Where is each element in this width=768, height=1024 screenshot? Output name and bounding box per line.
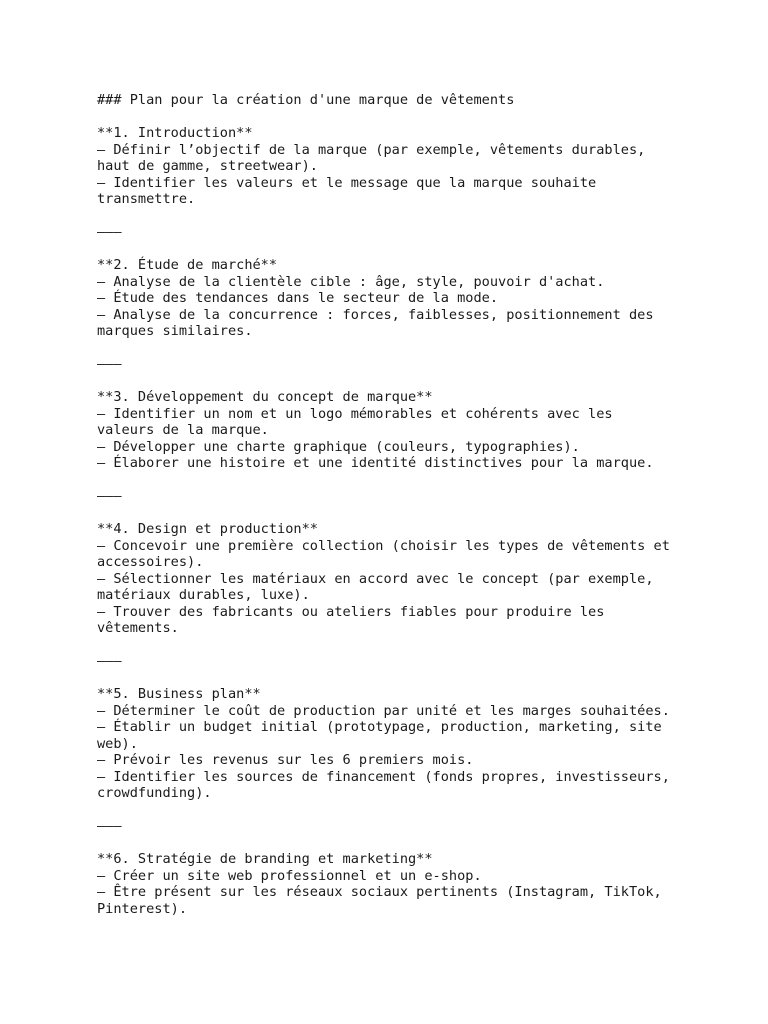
document-line: – Identifier les sources de financement (fonds propres, investisseurs, [97, 768, 670, 785]
document-line: haut de gamme, streetwear). [97, 158, 318, 174]
document-line [97, 505, 737, 522]
document-text [97, 92, 737, 917]
document-line [97, 340, 737, 357]
document-line: valeurs de la marque. [97, 422, 269, 438]
document-line: ––– [97, 224, 122, 240]
document-line: – Établir un budget initial (prototypage, production, marketing, site [97, 719, 662, 735]
document-line: crowdfunding). [97, 785, 212, 801]
document-line: – Prévoir les revenus sur les 6 premiers mois. [97, 752, 474, 768]
document-line: – Analyse de la concurrence : forces, faiblesses, positionnement des [97, 306, 654, 323]
document-line: – Identifier les valeurs et le message que la marque souhaite [97, 174, 597, 191]
document-line: ––– [97, 653, 122, 669]
document-line: – Sélectionner les matériaux en accord avec le concept (par exemple, [97, 570, 654, 587]
document-line: **3. Développement du concept de marque** [97, 389, 433, 405]
document-line [97, 208, 737, 225]
document-line [97, 109, 737, 126]
document-line: – Trouver des fabricants ou ateliers fiables pour produire les [97, 603, 605, 620]
document-line: ––– [97, 356, 122, 372]
document-line: vêtements. [97, 620, 179, 636]
document-line: – Être présent sur les réseaux sociaux pertinents (Instagram, TikTok, [97, 884, 662, 900]
document-line: – Déterminer le coût de production par unité et les marges souhaitées. [97, 702, 670, 719]
document-line [97, 241, 737, 258]
document-line [97, 373, 737, 390]
document-line: – Élaborer une histoire et une identité distinctives pour la marque. [97, 455, 654, 471]
document-line: matériaux durables, luxe). [97, 587, 310, 603]
document-line: – Étude des tendances dans le secteur de la mode. [97, 290, 499, 306]
document-line: transmettre. [97, 191, 196, 207]
document-line: – Analyse de la clientèle cible : âge, style, pouvoir d'achat. [97, 273, 605, 290]
document-line [97, 670, 737, 687]
document-line: – Définir l’objectif de la marque (par exemple, vêtements durables, [97, 141, 646, 158]
document-line: – Identifier un nom et un logo mémorables et cohérents avec les [97, 405, 613, 422]
document-line: – Concevoir une première collection (choisir les types de vêtements et [97, 537, 670, 554]
document-line: **1. Introduction** [97, 125, 253, 141]
document-line: marques similaires. [97, 323, 253, 339]
document-line [97, 472, 737, 489]
document-line: – Créer un site web professionnel et un e-shop. [97, 867, 482, 884]
document-line: ### Plan pour la création d'une marque de vêtements [97, 92, 515, 108]
document-line: **2. Étude de marché** [97, 257, 278, 273]
document-line: – Développer une charte graphique (couleurs, typographies). [97, 438, 580, 455]
document-line [97, 802, 737, 819]
document-line: **6. Stratégie de branding et marketing** [97, 851, 433, 867]
document-line: Pinterest). [97, 900, 188, 917]
document-line: accessoires). [97, 554, 204, 570]
document-line [97, 637, 737, 654]
document-line: **5. Business plan** [97, 686, 261, 702]
document-line: **4. Design et production** [97, 521, 318, 537]
document-line: web). [97, 735, 138, 752]
document-line: ––– [97, 818, 122, 834]
document-line [97, 835, 737, 852]
document-line: ––– [97, 488, 122, 504]
